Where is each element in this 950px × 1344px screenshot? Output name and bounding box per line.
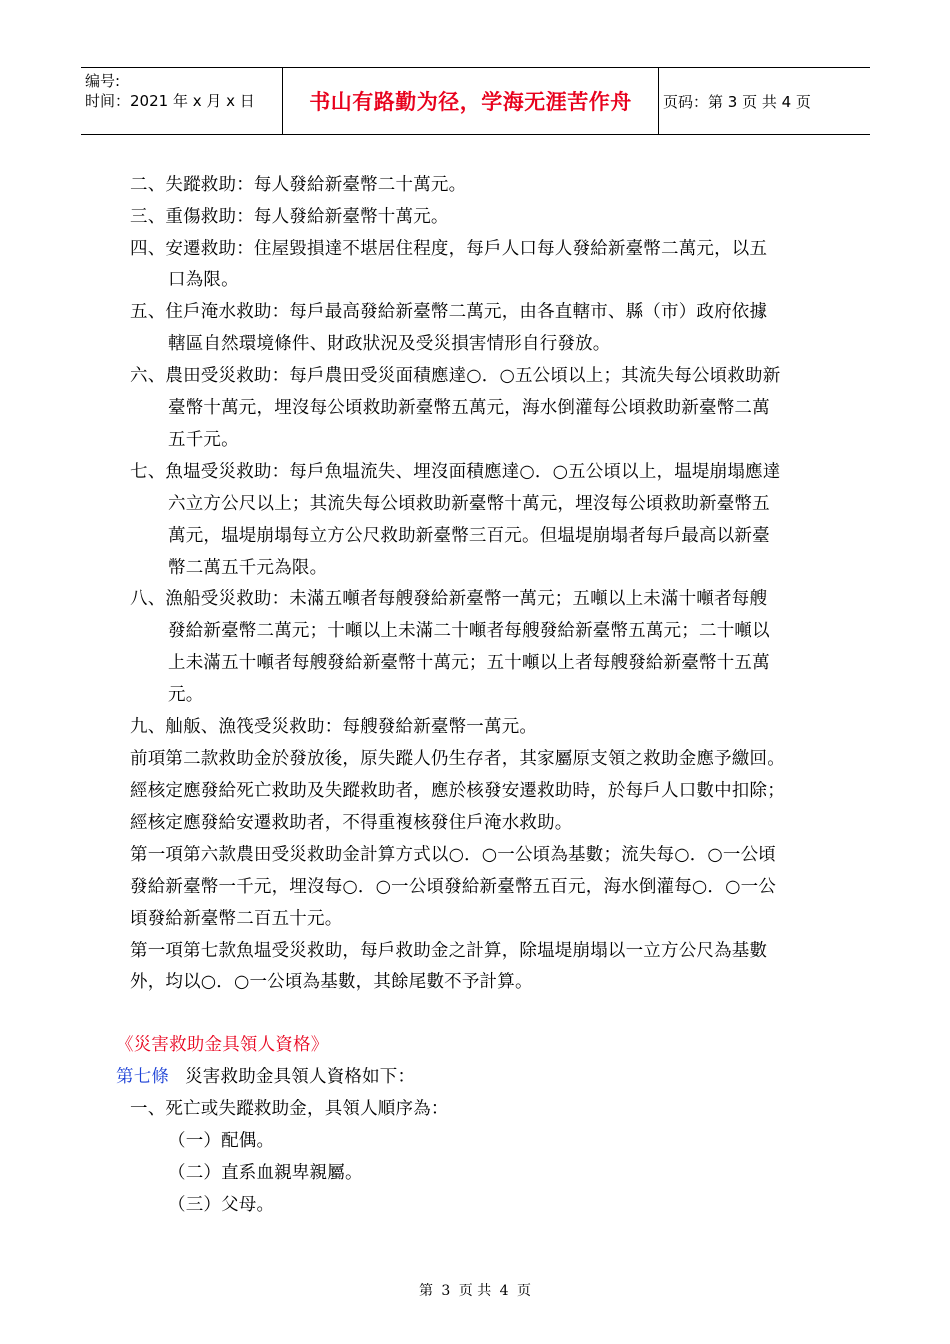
text-line: 四、安遷救助：住屋毀損達不堪居住程度，每戶人口每人發給新臺幣二萬元，以五 [130, 239, 768, 259]
header-slogan: 书山有路勤为径，学海无涯苦作舟 [283, 68, 659, 134]
text-line: 元。 [168, 685, 204, 705]
text-line: 發給新臺幣一千元，埋沒每○．○一公頃發給新臺幣五百元，海水倒灌每○．○一公 [130, 877, 776, 897]
text-line: 經核定應發給死亡救助及失蹤救助者，應於核發安遷救助時，於每戶人口數中扣除； [130, 781, 785, 801]
text-line: 二、失蹤救助：每人發給新臺幣二十萬元。 [130, 175, 467, 195]
text-line: 發給新臺幣二萬元；十噸以上未滿二十噸者每艘發給新臺幣五萬元；二十噸以 [168, 621, 770, 641]
article-text: 災害救助金具領人資格如下： [185, 1067, 416, 1087]
footer-mid: 页 共 [458, 1283, 492, 1299]
article-item: （二）直系血親卑親屬。 [168, 1163, 363, 1183]
text-line: 上未滿五十噸者每艘發給新臺幣十萬元；五十噸以上者每艘發給新臺幣十五萬 [168, 653, 770, 673]
header-page-label: 页码：第 3 页 共 4 页 [663, 92, 811, 111]
text-line: 前項第二款救助金於發放後，原失蹤人仍生存者，其家屬原支領之救助金應予繳回。 [130, 749, 785, 769]
article-line [116, 1065, 415, 1089]
header-time-label: 时间：2021 年 x 月 x 日 [85, 92, 255, 110]
footer-page-number: 3 [441, 1283, 451, 1299]
text-line: 口為限。 [168, 270, 239, 290]
text-line: 八、漁船受災救助：未滿五噸者每艘發給新臺幣一萬元；五噸以上未滿十噸者每艘 [130, 589, 768, 609]
text-line: 經核定應發給安遷救助者，不得重複核發住戶淹水救助。 [130, 813, 573, 833]
page-footer [0, 1280, 950, 1300]
text-line: 外，均以○．○一公頃為基數，其餘尾數不予計算。 [130, 972, 533, 992]
text-line: 頃發給新臺幣二百五十元。 [130, 909, 343, 929]
text-line: 第一項第七款魚塭受災救助，每戶救助金之計算，除塭堤崩塌以一立方公尺為基數 [130, 941, 768, 961]
text-line: 七、魚塭受災救助：每戶魚塭流失、埋沒面積應達○．○五公頃以上，塭堤崩塌應達 [130, 462, 781, 482]
text-line: 三、重傷救助：每人發給新臺幣十萬元。 [130, 207, 449, 227]
text-line: 九、舢舨、漁筏受災救助：每艘發給新臺幣一萬元。 [130, 717, 538, 737]
header-info-cell [81, 68, 283, 134]
article-item: （三）父母。 [168, 1195, 275, 1215]
article-item: 一、死亡或失蹤救助金，具領人順序為： [130, 1099, 449, 1119]
article-number: 第七條 [116, 1067, 170, 1087]
text-line: 六立方公尺以上；其流失每公頃救助新臺幣十萬元，埋沒每公頃救助新臺幣五 [168, 494, 770, 514]
section-heading: 《災害救助金具領人資格》 [116, 1035, 329, 1055]
text-line: 轄區自然環境條件、財政狀況及受災損害情形自行發放。 [168, 334, 611, 354]
footer-prefix: 第 [418, 1283, 433, 1299]
text-line: 第一項第六款農田受災救助金計算方式以○．○一公頃為基數；流失每○．○一公頃 [130, 845, 776, 865]
text-line: 五、住戶淹水救助：每戶最高發給新臺幣二萬元，由各直轄市、縣（市）政府依據 [130, 302, 768, 322]
footer-suffix: 页 [517, 1283, 532, 1299]
article-item: （一）配偶。 [168, 1131, 275, 1151]
text-line: 萬元，塭堤崩塌每立方公尺救助新臺幣三百元。但塭堤崩塌者每戶最高以新臺 [168, 526, 770, 546]
text-line: 幣二萬五千元為限。 [168, 558, 328, 578]
text-line: 六、農田受災救助：每戶農田受災面積應達○．○五公頃以上；其流失每公頃救助新 [130, 366, 781, 386]
text-line: 臺幣十萬元，埋沒每公頃救助新臺幣五萬元，海水倒灌每公頃救助新臺幣二萬 [168, 398, 770, 418]
page-header [81, 67, 870, 135]
header-number-label: 编号: [85, 72, 121, 90]
footer-page-total: 4 [499, 1283, 509, 1299]
text-line: 五千元。 [168, 430, 239, 450]
